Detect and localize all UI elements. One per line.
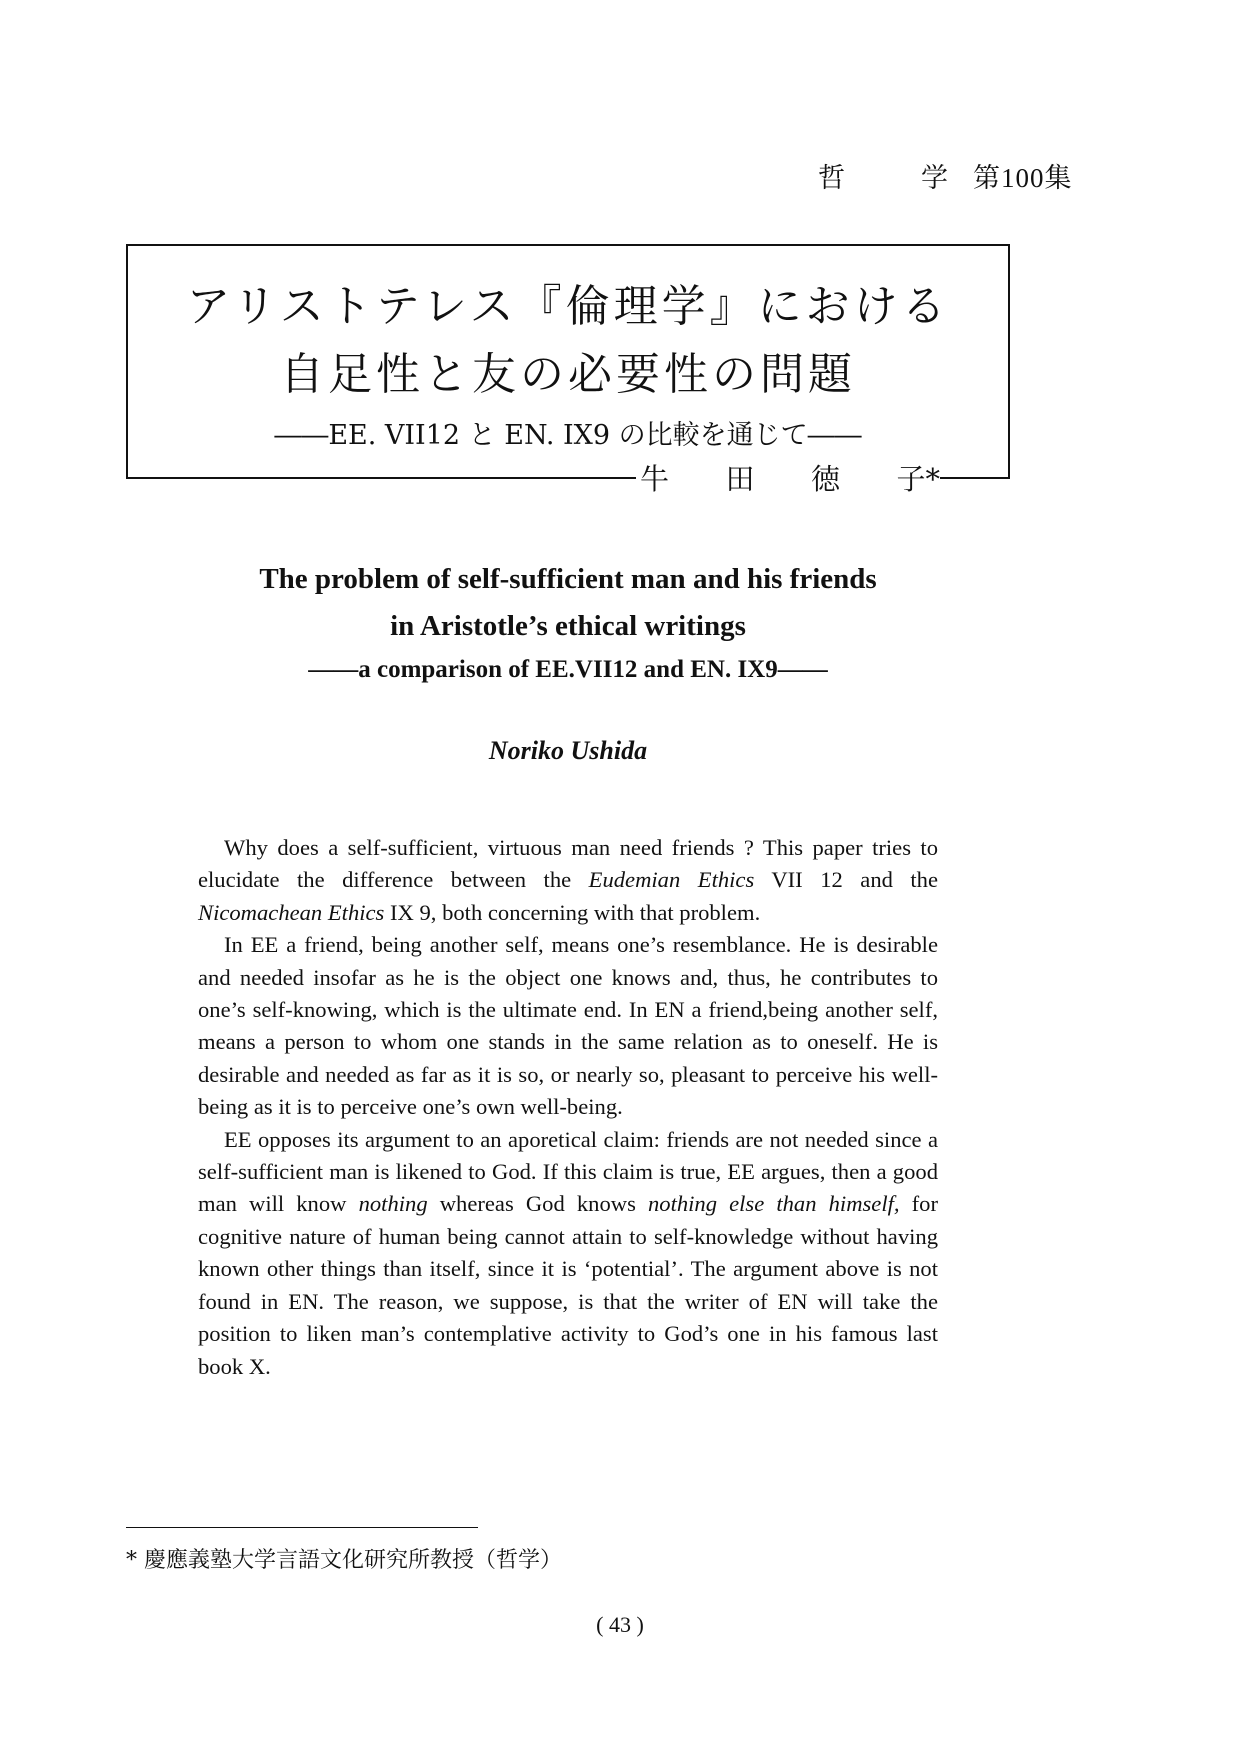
abstract-p1-text-b: VII 12 and the <box>754 867 939 893</box>
abstract-p3-text-b: whereas God knows <box>427 1191 648 1217</box>
abstract-p3-text-a: EE opposes its argument to an aporetical claim: friends are not needed since a self-sufficient man is likened to God. If this claim is true, EE argues, then a good man will know <box>198 1126 938 1217</box>
japanese-author-char-1: 牛 <box>640 462 670 496</box>
abstract-p1-italic-1: Eudemian Ethics <box>588 867 755 893</box>
english-title <box>126 556 1010 650</box>
author-rule-left <box>126 477 636 479</box>
abstract-p1-text-c: IX 9, both concerning with that problem. <box>384 899 761 925</box>
abstract-p3-italic-2: nothing else than himself, <box>647 1191 900 1217</box>
english-subtitle: ――a comparison of EE.VII12 and EN. IX9―― <box>308 656 828 683</box>
abstract-p3-italic-1: nothing <box>358 1191 428 1217</box>
japanese-title-line-1: アリストテレス『倫理学』における <box>186 281 950 332</box>
footnote-rule <box>126 1527 478 1528</box>
journal-name-char-2: 学 <box>921 163 949 193</box>
abstract <box>198 832 938 1383</box>
abstract-paragraph-3 <box>198 1124 938 1383</box>
japanese-subtitle: ――EE. VII12 と EN. IX9 の比較を通じて―― <box>274 420 862 451</box>
journal-volume: 第100集 <box>973 163 1073 193</box>
page-number: ( 43 ) <box>596 1612 644 1637</box>
japanese-author-char-3: 徳 <box>810 462 840 496</box>
japanese-author <box>640 457 940 498</box>
japanese-title-box <box>126 244 1010 478</box>
abstract-p1-text-a: Why does a self-sufficient, virtuous man need friends ? This paper tries to elucidate the difference between the <box>198 835 938 893</box>
journal-name-char-1: 哲 <box>818 163 897 193</box>
abstract-paragraph-1 <box>198 832 938 929</box>
abstract-paragraph-2: In EE a friend, being another self, means one’s resemblance. He is desirable and needed insofar as he is the object one knows and, thus, he contributes to one’s self-knowing, which is the ultimate end. In EN a friend,being another self, means a person to whom one stands in the same relation as to oneself. He is desirable and needed as far as it is so, or nearly so, pleasant to perceive his well-being as it is to perceive one’s own well-being. <box>198 932 938 1120</box>
english-title-line-2: in Aristotle’s ethical writings <box>390 610 746 642</box>
japanese-author-char-2: 田 <box>725 462 755 496</box>
footnote: * 慶應義塾大学言語文化研究所教授（哲学） <box>126 1548 562 1573</box>
japanese-author-char-4: 子* <box>896 462 940 496</box>
author-rule-right <box>940 477 1010 479</box>
abstract-p1-italic-2: Nicomachean Ethics <box>198 899 385 925</box>
japanese-title-line-2: 自足性と友の必要性の問題 <box>280 349 856 400</box>
english-author: Noriko Ushida <box>488 736 648 765</box>
abstract-p3-text-c: for cognitive nature of human being cannot attain to self-knowledge without having known other things than itself, since it is ‘potential’. The argument above is not found in EN. The reason, we suppose, is that the writer of EN will take the position to liken man’s contemplative activity to God’s one in his famous last book X. <box>198 1191 938 1379</box>
english-title-line-1: The problem of self-sufficient man and his friends <box>259 563 877 595</box>
journal-header <box>818 156 1073 195</box>
